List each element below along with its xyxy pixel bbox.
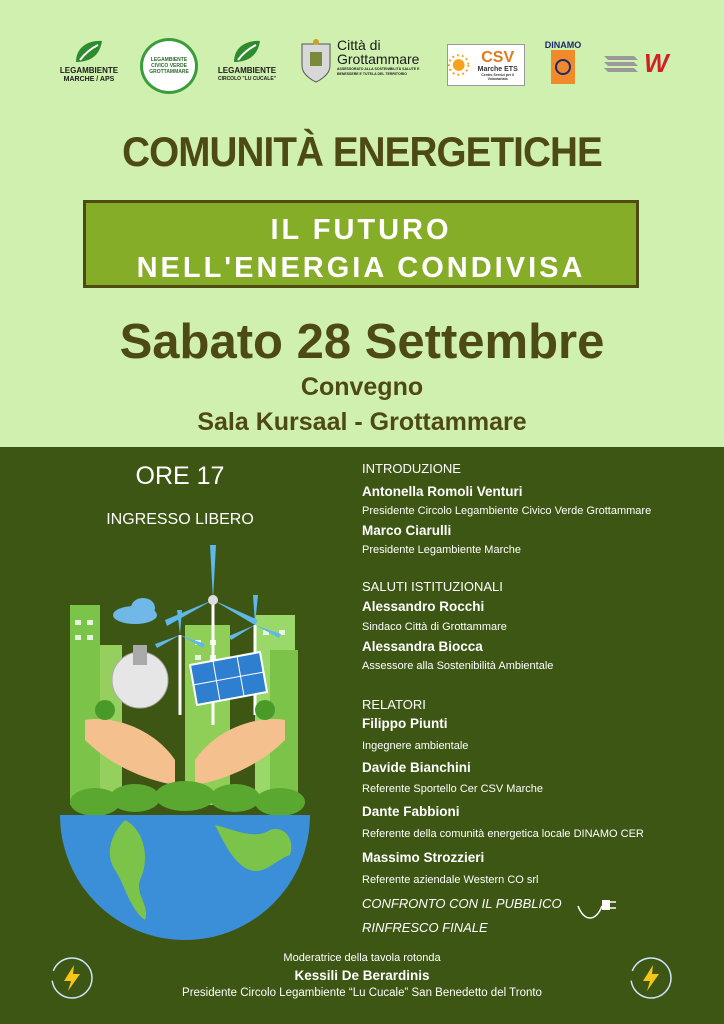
speaker-role: Presidente Circolo Legambiente Civico Verde Grottammare [362,505,652,517]
citta-grottammare-logo: Città di Grottammare ASSESSORATO ALLA SOSTENIBILITÀ SALUTE E BENESSERE E TUTELA DEL TERRITORIO [298,38,430,84]
speaker-role: Referente Sportello Cer CSV Marche [362,783,543,795]
speaker-name: Dante Fabbioni [362,804,460,819]
speaker-name: Massimo Strozzieri [362,850,485,865]
subtitle-line-2: NELL'ENERGIA CONDIVISA [136,252,586,284]
event-type: Convegno [300,373,424,401]
cloud-icon [113,598,157,624]
speaker-role: Sindaco Città di Grottammare [362,621,507,633]
energy-bolt-icon [626,953,676,1003]
moderator-label: Moderatrice della tavola rotonda [283,952,441,964]
event-time: ORE 17 [135,462,225,490]
energy-globe-illustration [55,540,315,940]
legambiente-marche-logo: LEGAMBIENTE MARCHE / APS [54,38,124,84]
leaf-icon [230,38,264,66]
globe-icon [60,815,310,940]
speaker-name: Antonella Romoli Venturi [362,484,523,499]
rinfresco-item: RINFRESCO FINALE [362,920,488,935]
sun-icon [448,54,469,76]
plug-icon [574,892,618,926]
stripes-icon [604,52,644,74]
speaker-name: Alessandra Biocca [362,639,483,654]
legambiente-lu-cucale-logo: LEGAMBIENTE CIRCOLO "LU CUCALE" [214,38,280,84]
csv-marche-logo: CSV Marche ETS Centro Servizi per il Volontariato [447,44,525,86]
speaker-role: Referente aziendale Western CO srl [362,874,539,886]
subtitle-line-1: IL FUTURO [270,214,452,246]
subtitle-box [83,200,639,288]
speaker-name: Davide Bianchini [362,760,471,775]
speaker-role: Assessore alla Sostenibilità Ambientale [362,660,554,672]
relatori-heading: RELATORI [362,697,426,712]
event-date: Sabato 28 Settembre [119,315,605,369]
entry-info: INGRESSO LIBERO [106,511,254,528]
moderator-role: Presidente Circolo Legambiente “Lu Cucale” San Benedetto del Tronto [182,987,542,999]
speaker-role: Ingegnere ambientale [362,740,469,752]
speaker-name: Alessandro Rocchi [362,599,485,614]
speaker-role: Presidente Legambiente Marche [362,544,521,556]
intro-heading: INTRODUZIONE [362,461,461,476]
speaker-role: Referente della comunità energetica locale DINAMO CER [362,828,644,840]
moderator-name: Kessili De Berardinis [294,968,430,983]
speaker-name: Marco Ciarulli [362,523,452,538]
leaf-icon [72,38,106,66]
confronto-item: CONFRONTO CON IL PUBBLICO [362,896,562,911]
energy-bolt-icon [47,953,97,1003]
civico-verde-logo: LEGAMBIENTE CIVICO VERDE GROTTAMMARE [138,38,200,94]
dinamo-logo: DINAMO [541,40,585,84]
western-logo: W [604,50,680,76]
speaker-name: Filippo Piunti [362,716,448,731]
page-title: COMUNITÀ ENERGETICHE [122,128,602,175]
saluti-heading: SALUTI ISTITUZIONALI [362,579,503,594]
crest-icon [298,38,334,84]
event-venue: Sala Kursaal - Grottammare [197,408,527,436]
